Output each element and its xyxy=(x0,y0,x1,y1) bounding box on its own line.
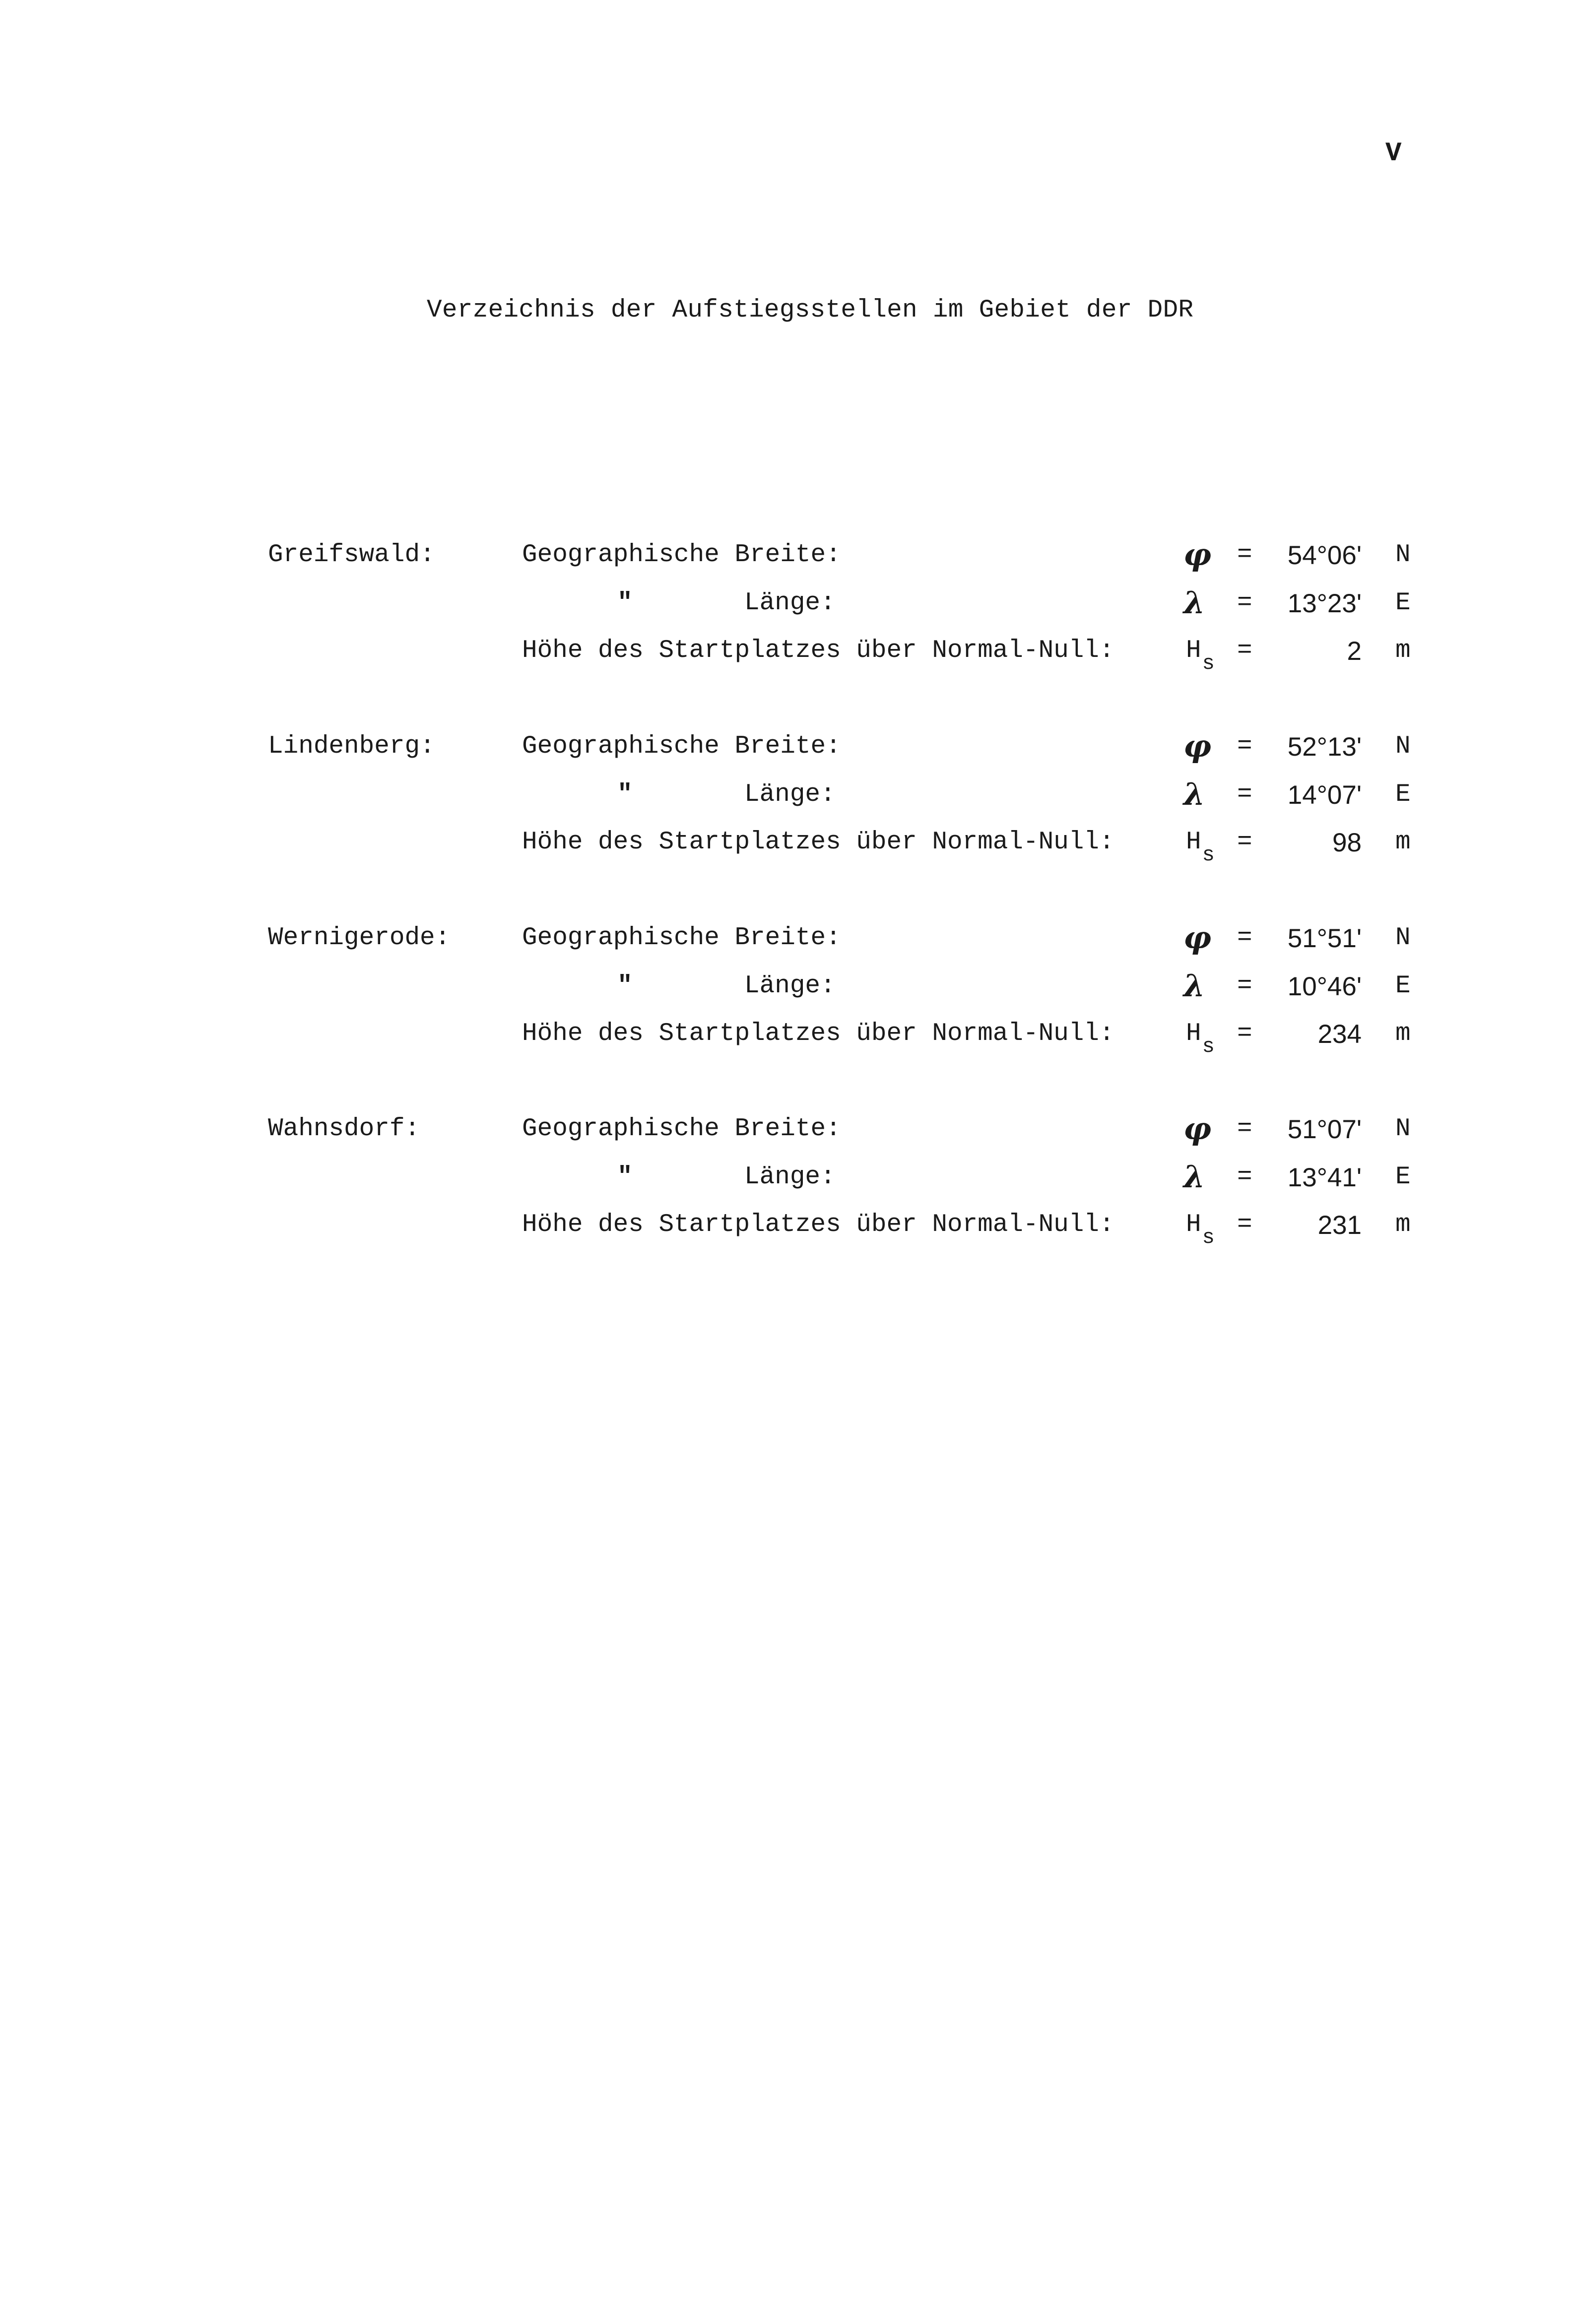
longitude-direction: E xyxy=(1395,1163,1411,1191)
latitude-row xyxy=(0,728,1572,774)
phi-symbol: φ xyxy=(1183,728,1212,764)
latitude-row xyxy=(0,536,1572,582)
equals-sign: = xyxy=(1237,1211,1252,1239)
height-label: Höhe des Startplatzes über Normal-Null: xyxy=(522,1020,1114,1048)
height-label: Höhe des Startplatzes über Normal-Null: xyxy=(522,1211,1114,1239)
latitude-row xyxy=(0,919,1572,965)
page-number: V xyxy=(1385,138,1402,169)
longitude-value: 10°46' xyxy=(1287,972,1362,1001)
ditto-mark: " xyxy=(617,589,633,617)
equals-sign: = xyxy=(1237,541,1252,569)
latitude-direction: N xyxy=(1395,924,1411,952)
height-label: Höhe des Startplatzes über Normal-Null: xyxy=(522,828,1114,856)
lambda-symbol: λ xyxy=(1183,584,1205,621)
latitude-direction: N xyxy=(1395,541,1411,569)
equals-sign: = xyxy=(1237,924,1252,952)
longitude-row xyxy=(0,1159,1572,1204)
height-row xyxy=(0,638,1572,678)
longitude-label: Länge: xyxy=(744,972,836,1000)
equals-sign: = xyxy=(1237,1115,1252,1143)
height-label: Höhe des Startplatzes über Normal-Null: xyxy=(522,637,1114,665)
longitude-row xyxy=(0,776,1572,822)
height-symbol: $H_s$ xyxy=(1186,1020,1215,1058)
equals-sign: = xyxy=(1237,780,1252,809)
equals-sign: = xyxy=(1237,637,1252,665)
longitude-label: Länge: xyxy=(744,780,836,809)
phi-symbol: φ xyxy=(1183,1110,1212,1147)
station-block xyxy=(0,536,1572,691)
station-block xyxy=(0,919,1572,1074)
height-row xyxy=(0,1021,1572,1061)
height-value: 98 xyxy=(1332,828,1362,857)
longitude-label: Länge: xyxy=(744,1163,836,1191)
longitude-value: 14°07' xyxy=(1287,780,1362,810)
equals-sign: = xyxy=(1237,1020,1252,1048)
latitude-direction: N xyxy=(1395,732,1411,761)
longitude-value: 13°23' xyxy=(1287,589,1362,618)
equals-sign: = xyxy=(1237,1163,1252,1191)
height-value: 234 xyxy=(1317,1020,1362,1049)
station-block xyxy=(0,728,1572,883)
latitude-value: 52°13' xyxy=(1287,732,1362,762)
lambda-symbol: λ xyxy=(1183,776,1205,812)
lambda-symbol: λ xyxy=(1183,1159,1205,1195)
longitude-direction: E xyxy=(1395,972,1411,1000)
latitude-label: Geographische Breite: xyxy=(522,924,841,952)
height-row xyxy=(0,1212,1572,1252)
height-symbol: $H_s$ xyxy=(1186,1211,1215,1249)
height-row xyxy=(0,830,1572,869)
latitude-label: Geographische Breite: xyxy=(522,541,841,569)
station-name: Lindenberg: xyxy=(268,732,435,761)
station-name: Wahnsdorf: xyxy=(268,1115,420,1143)
ditto-mark: " xyxy=(617,972,633,1000)
ditto-mark: " xyxy=(617,1163,633,1191)
longitude-label: Länge: xyxy=(744,589,836,617)
latitude-direction: N xyxy=(1395,1115,1411,1143)
height-symbol: $H_s$ xyxy=(1186,828,1215,867)
latitude-value: 51°07' xyxy=(1287,1115,1362,1144)
height-value: 231 xyxy=(1317,1211,1362,1240)
height-symbol: $H_s$ xyxy=(1186,637,1215,675)
longitude-row xyxy=(0,968,1572,1013)
ditto-mark: " xyxy=(617,780,633,809)
station-name: Greifswald: xyxy=(268,541,435,569)
longitude-row xyxy=(0,584,1572,630)
phi-symbol: φ xyxy=(1183,919,1212,956)
station-name: Wernigerode: xyxy=(268,924,451,952)
lambda-symbol: λ xyxy=(1183,968,1205,1004)
equals-sign: = xyxy=(1237,972,1252,1000)
height-unit: m xyxy=(1395,828,1411,856)
page-title: Verzeichnis der Aufstiegsstellen im Gebiet der DDR xyxy=(427,296,1194,324)
latitude-value: 51°51' xyxy=(1287,924,1362,953)
height-unit: m xyxy=(1395,637,1411,665)
height-value: 2 xyxy=(1347,637,1362,666)
longitude-value: 13°41' xyxy=(1287,1163,1362,1192)
latitude-value: 54°06' xyxy=(1287,541,1362,570)
height-unit: m xyxy=(1395,1211,1411,1239)
station-block xyxy=(0,1110,1572,1265)
latitude-label: Geographische Breite: xyxy=(522,1115,841,1143)
latitude-row xyxy=(0,1110,1572,1156)
longitude-direction: E xyxy=(1395,589,1411,617)
phi-symbol: φ xyxy=(1183,536,1212,573)
longitude-direction: E xyxy=(1395,780,1411,809)
latitude-label: Geographische Breite: xyxy=(522,732,841,761)
equals-sign: = xyxy=(1237,828,1252,856)
equals-sign: = xyxy=(1237,589,1252,617)
height-unit: m xyxy=(1395,1020,1411,1048)
equals-sign: = xyxy=(1237,732,1252,761)
